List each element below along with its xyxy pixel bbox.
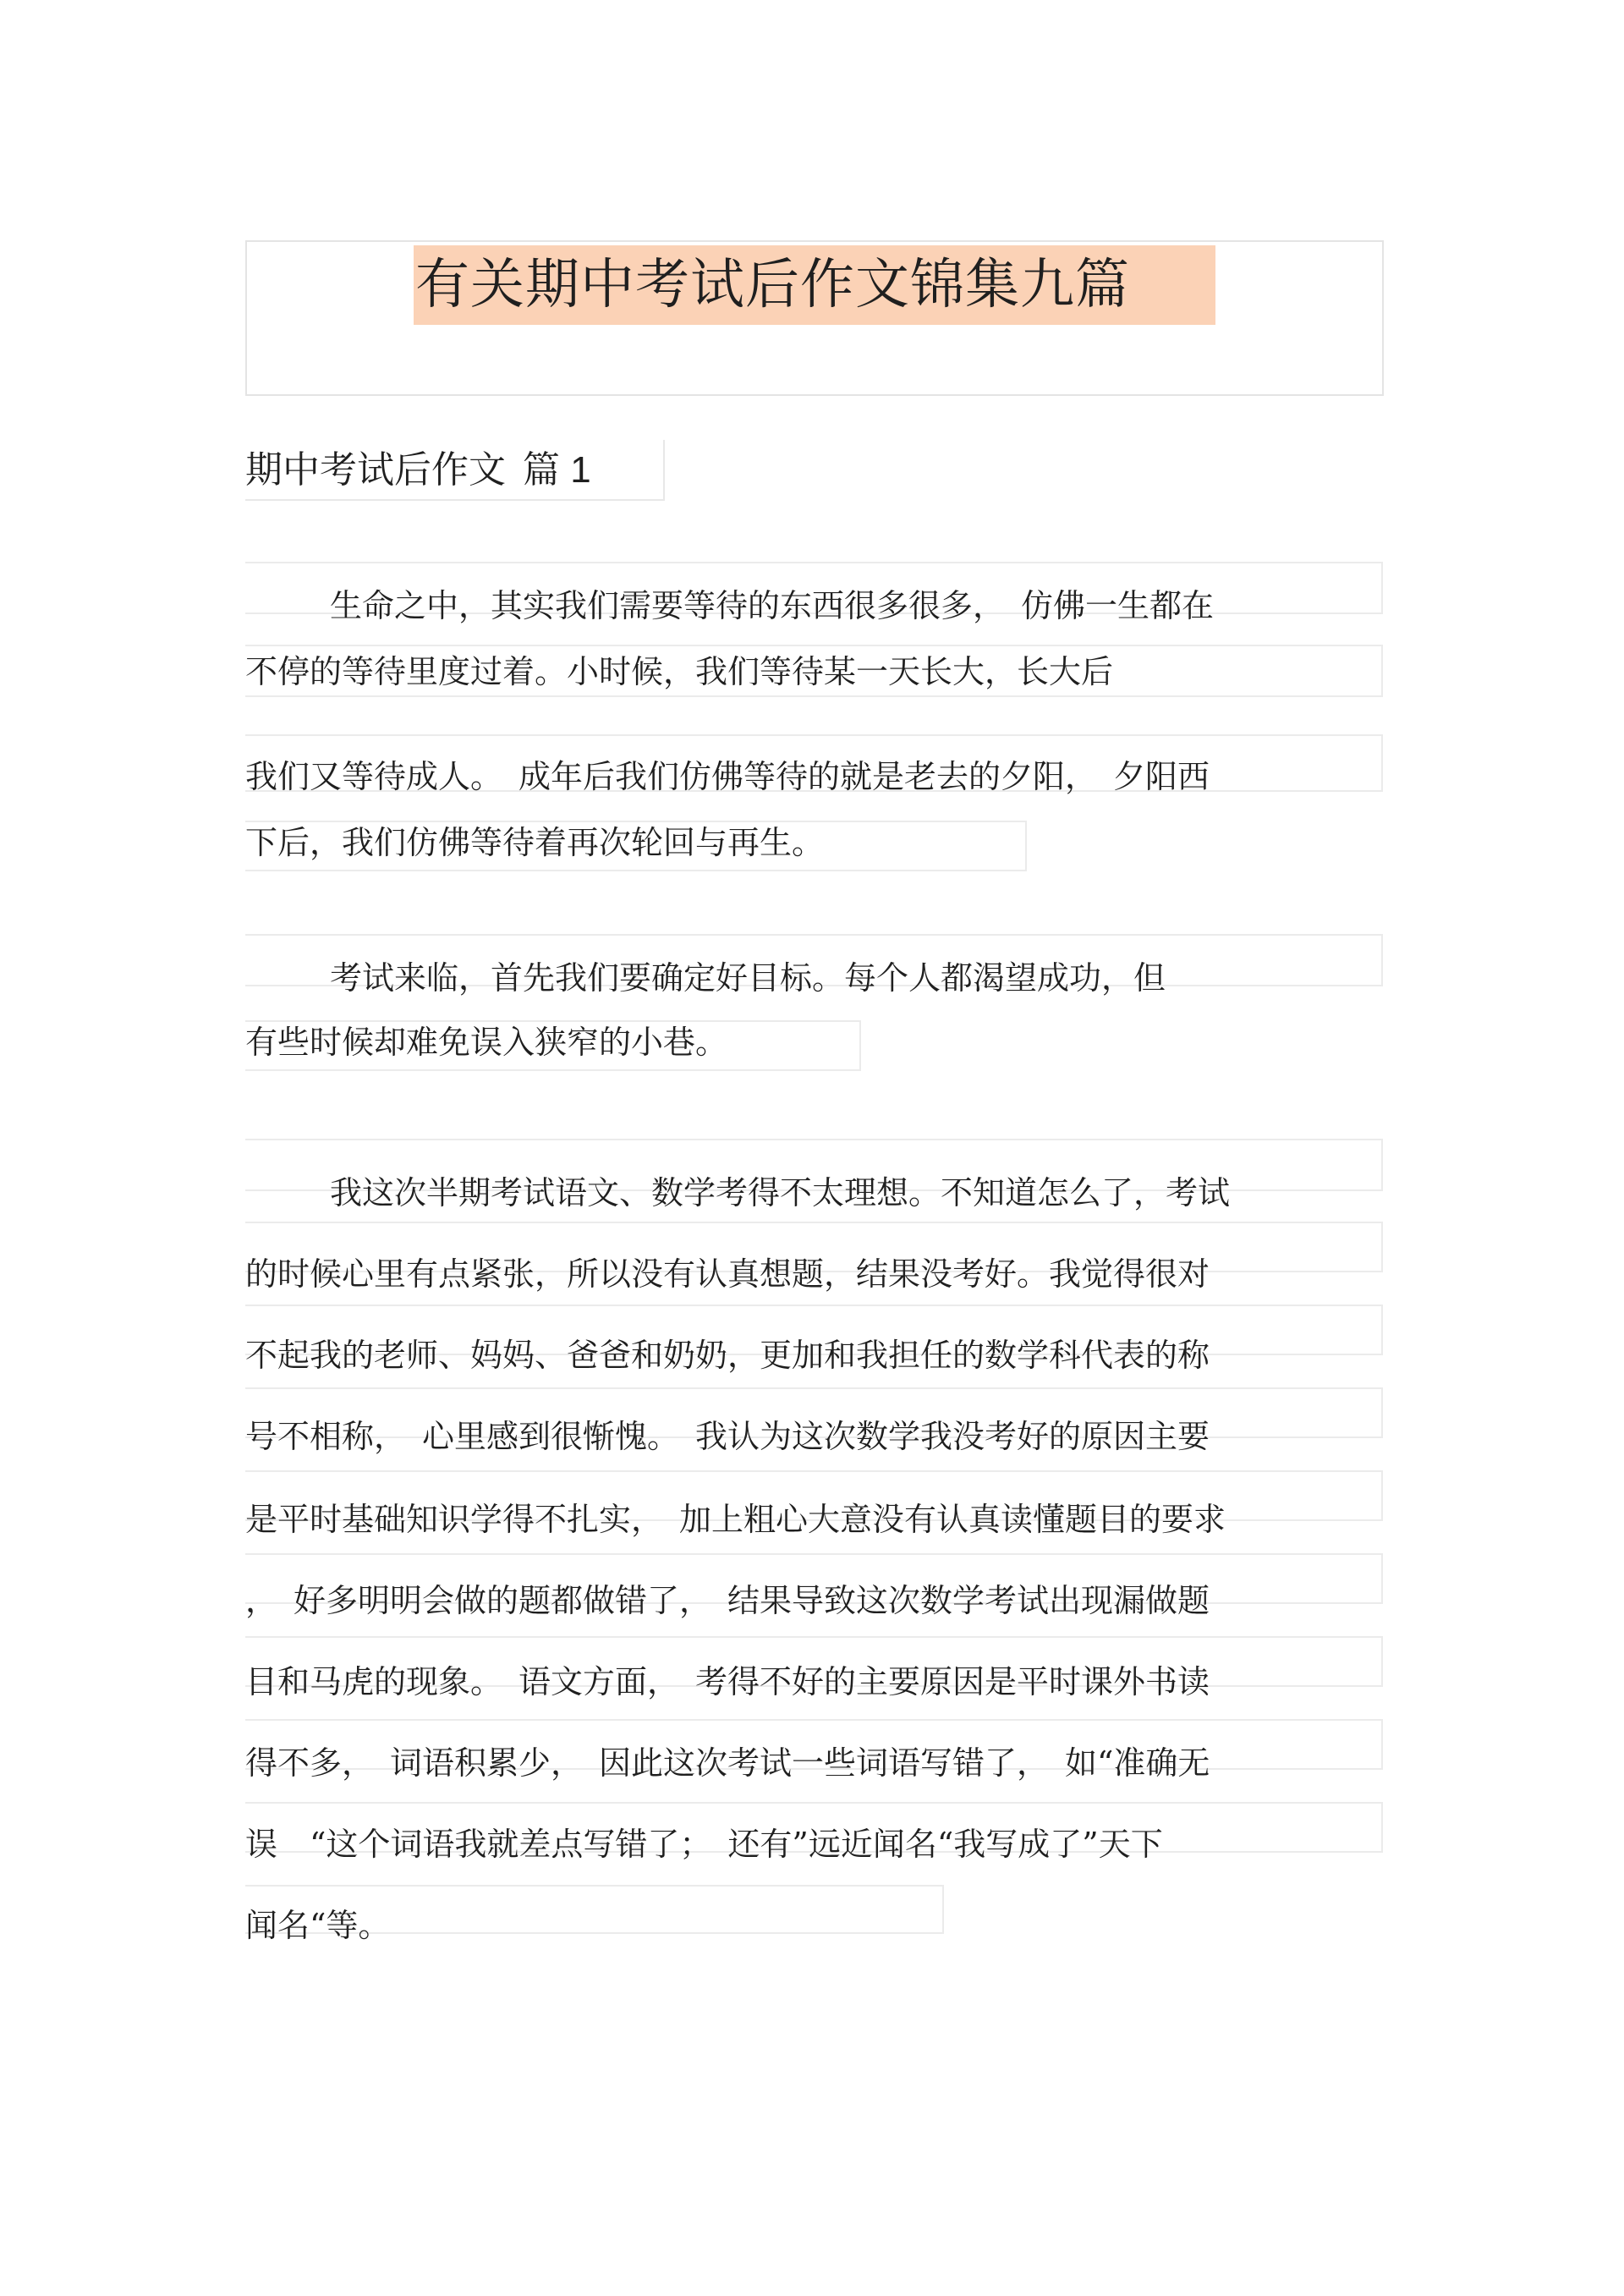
p3-line-7: 目和马虎的现象。 语文方面， 考得不好的主要原因是平时课外书读 (245, 1663, 1210, 1700)
p3-line-5: 是平时基础知识学得不扎实， 加上粗心大意没有认真读懂题目的要求 (245, 1501, 1226, 1538)
p1-line-3: 我们又等待成人。 成年后我们仿佛等待的就是老去的夕阳， 夕阳西 (245, 758, 1210, 795)
p3-line-8: 得不多， 词语积累少， 因此这次考试一些词语写错了， 如“准确无 (245, 1744, 1210, 1782)
p3-line-3: 不起我的老师、妈妈、爸爸和奶奶，更加和我担任的数学科代表的称 (245, 1337, 1210, 1374)
p3-line-2: 的时候心里有点紧张，所以没有认真想题，结果没考好。我觉得很对 (245, 1255, 1210, 1293)
p1-line-1: 生命之中，其实我们需要等待的东西很多很多， 仿佛一生都在 (330, 587, 1215, 624)
p1-line-2: 不停的等待里度过着。小时候，我们等待某一天长大，长大后 (245, 653, 1114, 690)
p3-line-6: ， 好多明明会做的题都做错了， 结果导致这次数学考试出现漏做题 (245, 1582, 1210, 1619)
p2-line-2: 有些时候却难免误入狭窄的小巷。 (245, 1024, 728, 1061)
p1-line-4: 下后，我们仿佛等待着再次轮回与再生。 (245, 824, 825, 861)
document-title: 有关期中考试后作文锦集九篇 (415, 254, 1130, 316)
p2-line-1: 考试来临，首先我们要确定好目标。每个人都渴望成功，但 (330, 959, 1166, 997)
section-heading-label: 期中考试后作文 (245, 448, 506, 492)
section-heading (245, 440, 591, 501)
p3-line-1: 我这次半期考试语文、数学考得不太理想。不知道怎么了，考试 (330, 1174, 1231, 1211)
p3-line-4: 号不相称， 心里感到很惭愧。 我认为这次数学我没考好的原因主要 (245, 1418, 1210, 1455)
section-heading-part: 篇 1 (523, 449, 591, 491)
p3-line-9: 误 “这个词语我就差点写错了； 还有”远近闻名“我写成了”天下 (245, 1826, 1163, 1863)
p3-line-10: 闻名“等。 (245, 1907, 391, 1944)
